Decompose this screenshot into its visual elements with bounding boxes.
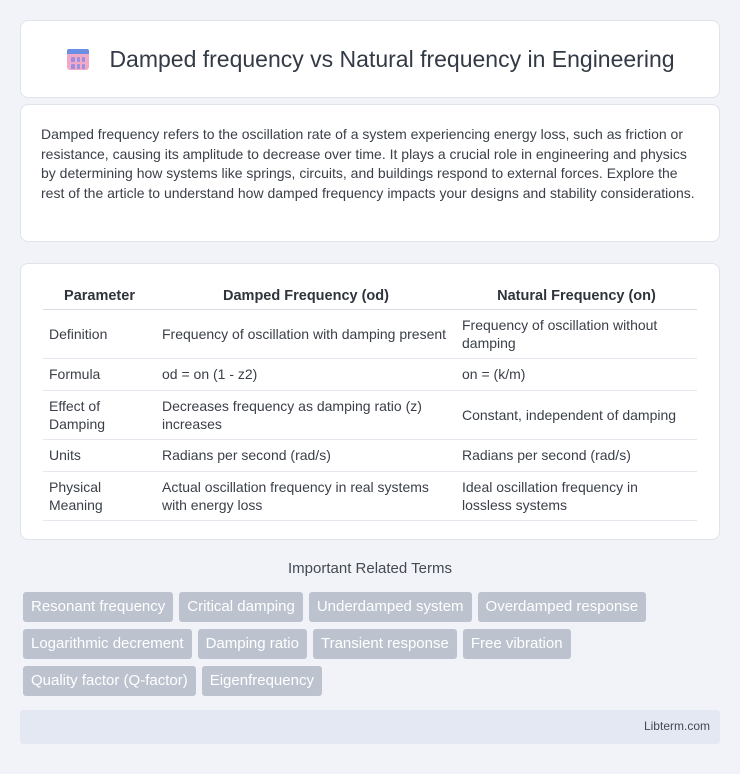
related-term-tag[interactable]: Critical damping: [179, 592, 303, 622]
related-terms-title: Important Related Terms: [288, 560, 452, 577]
table-cell: Constant, independent of damping: [456, 390, 697, 439]
table-cell: Actual oscillation frequency in real systems with energy loss: [156, 471, 456, 520]
page-title: Damped frequency vs Natural frequency in Engineering: [109, 45, 675, 72]
table-row: [43, 309, 697, 358]
table-cell: Definition: [43, 309, 156, 358]
table-cell: Radians per second (rad/s): [456, 439, 697, 471]
footer: [20, 710, 720, 744]
footer-site-link[interactable]: Libterm.com: [643, 719, 710, 733]
calendar-grid-icon: [65, 46, 91, 72]
intro-card: [20, 104, 720, 242]
table-cell: Frequency of oscillation with damping present: [156, 309, 456, 358]
table-cell: Frequency of oscillation without damping: [456, 309, 697, 358]
table-cell: Formula: [43, 358, 156, 390]
related-term-tag[interactable]: Logarithmic decrement: [23, 629, 192, 659]
column-header-damped: Damped Frequency (od): [156, 284, 456, 309]
table-cell: Decreases frequency as damping ratio (z) increases: [156, 390, 456, 439]
table-cell: Units: [43, 439, 156, 471]
table-cell: on = (k/m): [456, 358, 697, 390]
table-cell: Radians per second (rad/s): [156, 439, 456, 471]
table-cell: Physical Meaning: [43, 471, 156, 520]
table-row: [43, 471, 697, 520]
table-cell: Effect of Damping: [43, 390, 156, 439]
related-term-tag[interactable]: Resonant frequency: [23, 592, 173, 622]
header-card: [20, 20, 720, 98]
related-term-tag[interactable]: Transient response: [313, 629, 457, 659]
table-header-row: [43, 284, 697, 309]
related-terms-list: [23, 592, 723, 696]
related-term-tag[interactable]: Underdamped system: [309, 592, 472, 622]
related-term-tag[interactable]: Damping ratio: [198, 629, 307, 659]
related-term-tag[interactable]: Free vibration: [463, 629, 571, 659]
column-header-natural: Natural Frequency (on): [456, 284, 697, 309]
comparison-table-card: [20, 263, 720, 540]
related-term-tag[interactable]: Quality factor (Q-factor): [23, 666, 196, 696]
related-term-tag[interactable]: Eigenfrequency: [202, 666, 322, 696]
intro-text: Damped frequency refers to the oscillation rate of a system experiencing energy loss, such as friction or resistance, causing its amplitude to decrease over time. It plays a crucial role in engineering and physics by determining how systems like springs, circuits, and buildings respond to external forces. Explore the rest of the article to understand how damped frequency impacts your designs and stability considerations.: [41, 126, 695, 201]
related-term-tag[interactable]: Overdamped response: [478, 592, 647, 622]
table-row: [43, 390, 697, 439]
table-row: [43, 439, 697, 471]
comparison-table: [43, 284, 697, 521]
table-cell: od = on (1 - z2): [156, 358, 456, 390]
column-header-parameter: Parameter: [43, 284, 156, 309]
table-row: [43, 358, 697, 390]
table-cell: Ideal oscillation frequency in lossless systems: [456, 471, 697, 520]
